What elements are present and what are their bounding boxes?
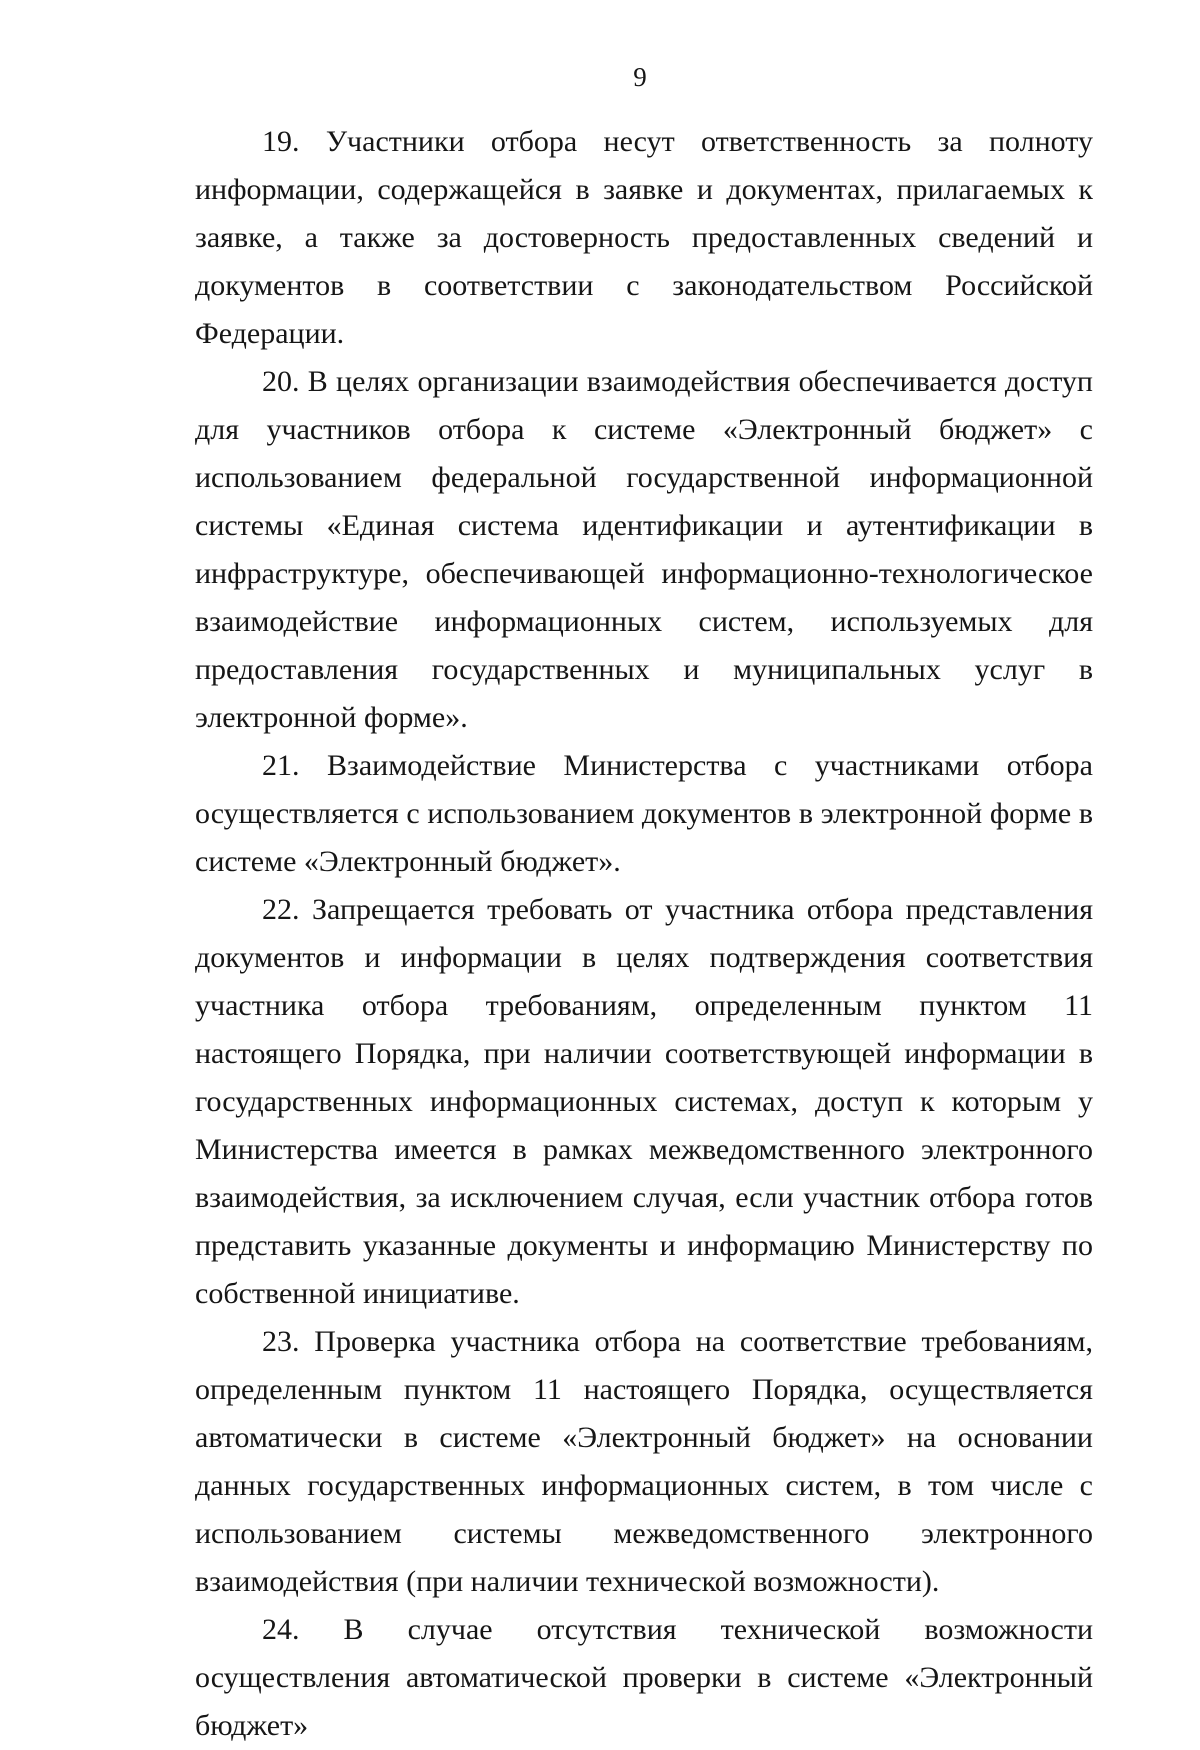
paragraph-22: 22. Запрещается требовать от участника отбора представления документов и информации в целях подтверждения соответствия участника отбора требованиям, определенным пунктом 11 настоящего Порядка, при наличии соответствующей информации в государственных информационных системах, доступ к которым у Министерства имеется в рамках межведомственного электронного взаимодействия, за исключением случая, если участник отбора готов представить указанные документы и информацию Министерству по собственной инициативе. [195, 893, 1093, 1310]
paragraph-23: 23. Проверка участника отбора на соответствие требованиям, определенным пунктом 11 настоящего Порядка, осуществляется автоматически в системе «Электронный бюджет» на основании данных государственных информационных систем, в том числе с использованием системы межведомственного электронного взаимодействия (при наличии технической возможности). [195, 1325, 1093, 1598]
paragraph-19: 19. Участники отбора несут ответственность за полноту информации, содержащейся в заявке и документах, прилагаемых к заявке, а также за достоверность предоставленных сведений и документов в соответствии с законодательством Российской Федерации. [195, 125, 1093, 350]
paragraph-24: 24. В случае отсутствия технической возможности осуществления автоматической проверки в системе «Электронный бюджет» [195, 1613, 1093, 1742]
paragraph-21: 21. Взаимодействие Министерства с участниками отбора осуществляется с использованием документов в электронной форме в системе «Электронный бюджет». [195, 749, 1093, 878]
page-number: 9 [633, 62, 647, 92]
document-body [195, 118, 1093, 1750]
paragraph-20: 20. В целях организации взаимодействия обеспечивается доступ для участников отбора к системе «Электронный бюджет» с использованием федеральной государственной информационной системы «Единая система идентификации и аутентификации в инфраструктуре, обеспечивающей информационно-технологическое взаимодействие информационных систем, используемых для предоставления государственных и муниципальных услуг в электронной форме». [195, 365, 1093, 734]
